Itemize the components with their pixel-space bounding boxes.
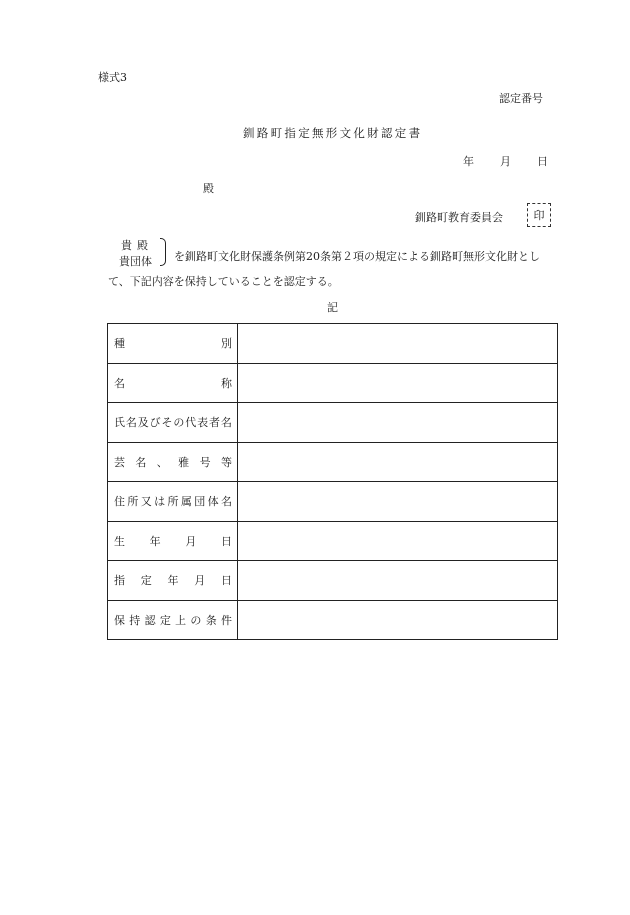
table-row-value[interactable] [238,403,558,443]
table-row-label [108,482,238,522]
table-row-label [108,442,238,482]
form-number: 様式3 [98,71,127,84]
table-row [108,442,558,482]
addressee-suffix: 殿 [203,182,214,195]
certification-number-label: 認定番号 [499,92,543,105]
table-row-label [108,363,238,403]
table-row-value[interactable] [238,363,558,403]
issuer-name: 釧路町教育委員会 [415,211,503,224]
table-row [108,600,558,640]
table-row-label [108,403,238,443]
table-row-label-text: 氏 名 及 び そ の 代 表 者 名 [114,416,232,430]
table-row [108,324,558,364]
table-row-value[interactable] [238,482,558,522]
table-row-label-text: 種 別 [114,337,232,351]
document-title: 釧路町指定無形文化財認定書 [243,126,423,140]
table-row-label [108,324,238,364]
date-year-label: 年 [463,155,474,168]
honorific-individual: 貴殿 [121,239,153,252]
table-row-label-text: 保 持 認 定 上 の 条 件 [114,613,232,627]
table-row [108,521,558,561]
date-month-label: 月 [500,155,511,168]
table-row [108,482,558,522]
table-row-value[interactable] [238,561,558,601]
body-text-line-2: て、下記内容を保持していることを認定する。 [108,275,339,288]
table-row [108,561,558,601]
table-row [108,363,558,403]
table-row-label-text: 名 称 [114,376,232,390]
seal-stamp: 印 [527,203,551,227]
table-row-value[interactable] [238,600,558,640]
brace-bracket [160,238,166,266]
table-row-value[interactable] [238,442,558,482]
table-row-label [108,561,238,601]
table-row-label-text: 住 所 又 は 所 属 団 体 名 [114,495,232,509]
date-day-label: 日 [537,155,548,168]
table-row-value[interactable] [238,521,558,561]
table-row-value[interactable] [238,324,558,364]
table-row [108,403,558,443]
table-row-label-text: 指 定 年 月 日 [114,574,232,588]
record-table [107,323,558,640]
honorific-group: 貴団体 [119,255,152,268]
table-row-label-text: 生 年 月 日 [114,534,232,548]
table-row-label [108,521,238,561]
table-row-label-text: 芸 名 、 雅 号 等 [114,455,232,469]
record-mark: 記 [327,301,338,314]
body-text-line-1: を釧路町文化財保護条例第20条第２項の規定による釧路町無形文化財とし [174,250,540,263]
table-row-label [108,600,238,640]
